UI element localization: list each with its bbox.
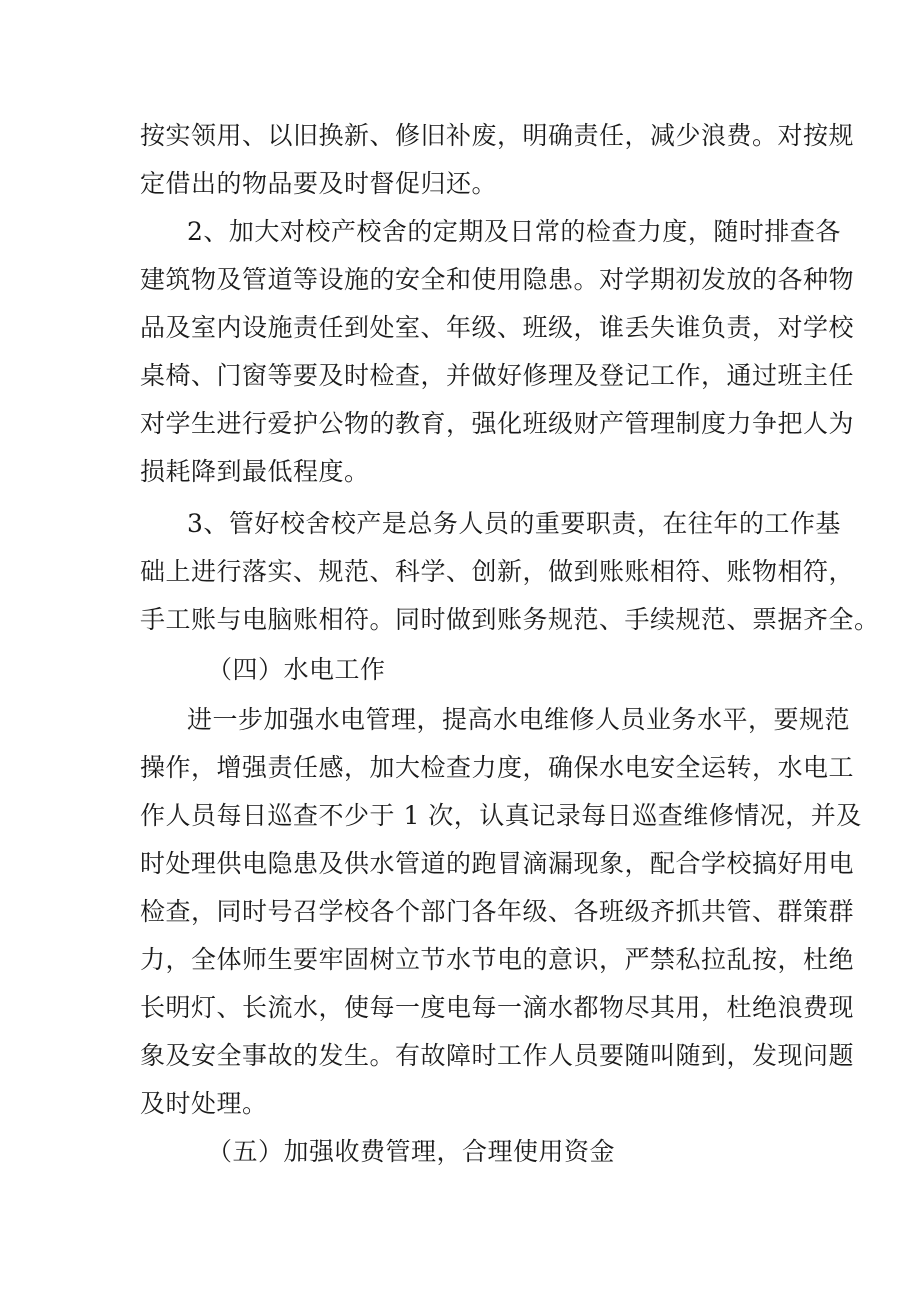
- text-line: 长明灯、长流水，使每一度电每一滴水都物尽其用，杜绝浪费现: [140, 993, 855, 1022]
- text-line: 作人员每日巡查不少于 1 次，认真记录每日巡查维修情况，并及: [140, 801, 862, 830]
- paragraph-heading-line: 进一步加强水电管理，提高水电维修人员业务水平，要规范: [187, 705, 851, 734]
- text-line: 品及室内设施责任到处室、年级、班级，谁丢失谁负责，对学校: [140, 313, 855, 342]
- section-heading-five: （五）加强收费管理，合理使用资金: [207, 1137, 616, 1166]
- text-line: 及时处理。: [140, 1089, 268, 1118]
- text-line: 时处理供电隐患及供水管道的跑冒滴漏现象，配合学校搞好用电: [140, 849, 855, 878]
- text-line: 建筑物及管道等设施的安全和使用隐患。对学期初发放的各种物: [140, 265, 855, 294]
- text-line: 定借出的物品要及时督促归还。: [140, 169, 498, 198]
- text-line: 力，全体师生要牢固树立节水节电的意识，严禁私拉乱按，杜绝: [140, 945, 855, 974]
- text-line: 础上进行落实、规范、科学、创新，做到账账相符、账物相符，: [140, 557, 855, 586]
- text-line: 象及安全事故的发生。有故障时工作人员要随叫随到，发现问题: [140, 1041, 855, 1070]
- paragraph-heading-line: 3、管好校舍校产是总务人员的重要职责，在往年的工作基: [187, 509, 841, 538]
- text-line: 按实领用、以旧换新、修旧补废，明确责任，减少浪费。对按规: [140, 121, 855, 150]
- text-line: 手工账与电脑账相符。同时做到账务规范、手续规范、票据齐全。: [140, 605, 880, 634]
- text-line: 桌椅、门窗等要及时检查，并做好修理及登记工作，通过班主任: [140, 361, 855, 390]
- text-line: 检查，同时号召学校各个部门各年级、各班级齐抓共管、群策群: [140, 897, 855, 926]
- text-line: 操作，增强责任感，加大检查力度，确保水电安全运转，水电工: [140, 753, 855, 782]
- paragraph-heading-line: 2、加大对校产校舍的定期及日常的检查力度，随时排查各: [187, 217, 841, 246]
- text-line: 对学生进行爱护公物的教育，强化班级财产管理制度力争把人为: [140, 409, 855, 438]
- section-heading-four: （四）水电工作: [207, 655, 386, 684]
- text-line: 损耗降到最低程度。: [140, 457, 370, 486]
